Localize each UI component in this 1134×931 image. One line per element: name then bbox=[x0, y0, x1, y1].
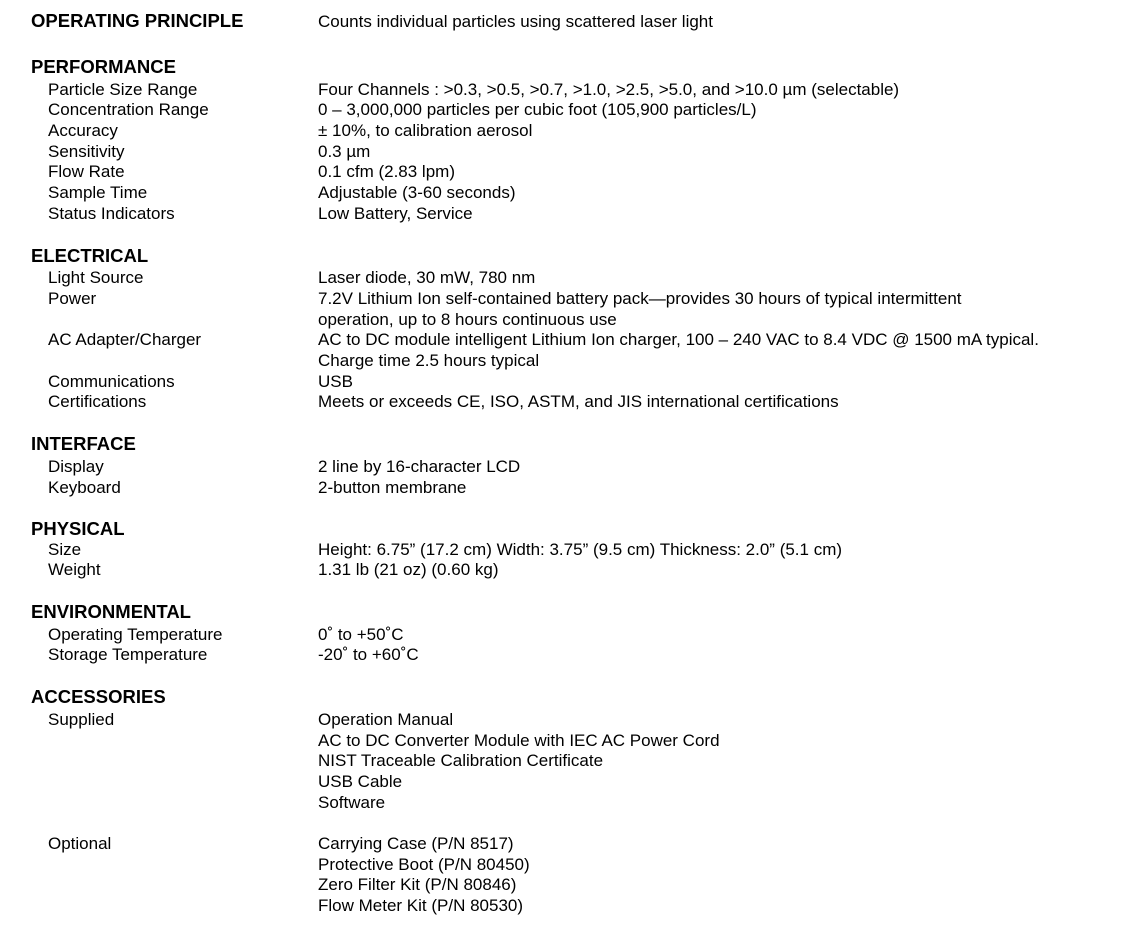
spec-value: ± 10%, to calibration aerosol bbox=[318, 121, 533, 140]
spec-value: Adjustable (3-60 seconds) bbox=[318, 183, 516, 202]
spec-label: Size bbox=[48, 540, 82, 559]
optional-item: Zero Filter Kit (P/N 80846) bbox=[318, 875, 517, 894]
spec-value: 0.3 µm bbox=[318, 142, 371, 161]
supplied-label: Supplied bbox=[48, 710, 115, 729]
environmental-heading: ENVIRONMENTAL bbox=[31, 601, 191, 622]
spec-label: Sensitivity bbox=[48, 142, 125, 161]
spec-value: 1.31 lb (21 oz) (0.60 kg) bbox=[318, 560, 499, 579]
operating-principle-value: Counts individual particles using scattered laser light bbox=[318, 12, 713, 31]
optional-item: Protective Boot (P/N 80450) bbox=[318, 855, 530, 874]
spec-value: -20˚ to +60˚C bbox=[318, 645, 419, 664]
spec-value: AC to DC module intelligent Lithium Ion charger, 100 – 240 VAC to 8.4 VDC @ 1500 mA typical. bbox=[318, 330, 1039, 349]
optional-item: Carrying Case (P/N 8517) bbox=[318, 834, 514, 853]
spec-label: AC Adapter/Charger bbox=[48, 330, 202, 349]
supplied-item: USB Cable bbox=[318, 772, 403, 791]
accessories-heading: ACCESSORIES bbox=[31, 686, 166, 707]
spec-value: Height: 6.75” (17.2 cm) Width: 3.75” (9.5 cm) Thickness: 2.0” (5.1 cm) bbox=[318, 540, 843, 559]
spec-label: Sample Time bbox=[48, 183, 148, 202]
spec-value: Low Battery, Service bbox=[318, 204, 473, 223]
spec-value: USB bbox=[318, 372, 353, 391]
electrical-heading: ELECTRICAL bbox=[31, 245, 149, 266]
spec-label: Communications bbox=[48, 372, 175, 391]
spec-value: Meets or exceeds CE, ISO, ASTM, and JIS international certifications bbox=[318, 392, 839, 411]
spec-value: 0 – 3,000,000 particles per cubic foot (105,900 particles/L) bbox=[318, 100, 757, 119]
supplied-item: AC to DC Converter Module with IEC AC Power Cord bbox=[318, 731, 720, 750]
spec-label: Display bbox=[48, 457, 104, 476]
optional-item: Flow Meter Kit (P/N 80530) bbox=[318, 896, 524, 915]
spec-label: Flow Rate bbox=[48, 162, 125, 181]
spec-label: Status Indicators bbox=[48, 204, 175, 223]
spec-label: Light Source bbox=[48, 268, 144, 287]
spec-label: Particle Size Range bbox=[48, 80, 198, 99]
spec-value: 7.2V Lithium Ion self-contained battery pack—provides 30 hours of typical intermittent bbox=[318, 289, 962, 308]
supplied-item: NIST Traceable Calibration Certificate bbox=[318, 751, 604, 770]
spec-label: Certifications bbox=[48, 392, 147, 411]
spec-label: Accuracy bbox=[48, 121, 118, 140]
performance-heading: PERFORMANCE bbox=[31, 56, 176, 77]
spec-value: 0.1 cfm (2.83 lpm) bbox=[318, 162, 455, 181]
spec-label: Concentration Range bbox=[48, 100, 209, 119]
spec-label: Operating Temperature bbox=[48, 625, 223, 644]
spec-value: Laser diode, 30 mW, 780 nm bbox=[318, 268, 536, 287]
spec-value-continued: Charge time 2.5 hours typical bbox=[318, 351, 540, 370]
spec-value: Four Channels : >0.3, >0.5, >0.7, >1.0, >2.5, >5.0, and >10.0 µm (selectable) bbox=[318, 80, 900, 99]
spec-label: Keyboard bbox=[48, 478, 121, 497]
supplied-item: Software bbox=[318, 793, 386, 812]
spec-value: 2 line by 16-character LCD bbox=[318, 457, 521, 476]
spec-value: 2-button membrane bbox=[318, 478, 467, 497]
physical-heading: PHYSICAL bbox=[31, 518, 125, 539]
operating-principle-heading: OPERATING PRINCIPLE bbox=[31, 10, 244, 31]
spec-value: 0˚ to +50˚C bbox=[318, 625, 404, 644]
supplied-item: Operation Manual bbox=[318, 710, 454, 729]
spec-label: Power bbox=[48, 289, 97, 308]
spec-label: Storage Temperature bbox=[48, 645, 208, 664]
spec-label: Weight bbox=[48, 560, 101, 579]
interface-heading: INTERFACE bbox=[31, 433, 136, 454]
spec-value-continued: operation, up to 8 hours continuous use bbox=[318, 310, 617, 329]
optional-label: Optional bbox=[48, 834, 112, 853]
